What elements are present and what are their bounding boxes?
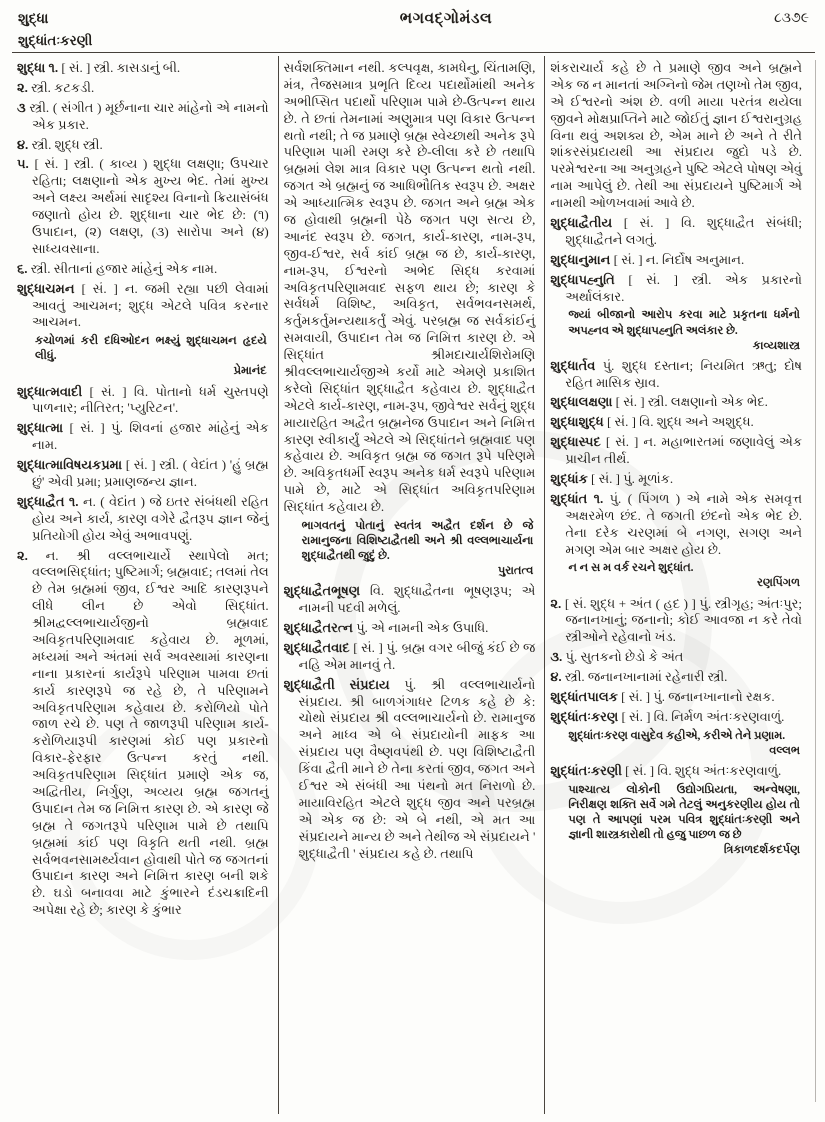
- quote-text: જ્યાં બીજાનો આરોપ કરવા માટે પ્રકૃતના ધર્મનો અપહ્નવ એ શુદ્ધાપહ્નુતિ અલંકાર છે.: [568, 309, 801, 337]
- dictionary-entry: [550, 215, 802, 249]
- entry-body: [ સં. ] વિ. શુદ્ધ અંતઃકરણવાળું.: [625, 762, 782, 778]
- dictionary-entry: [17, 384, 269, 418]
- continuation-paragraph: [550, 60, 802, 212]
- entry-body: સર્વશક્તિમાન નથી. કલ્પવૃક્ષ, કામધેનુ, ચિંતામણિ, મંત્ર, તૈજસમાત્ર પ્રભૃતિ દિવ્ય પદાર્થોમાંથી અનેક અભીપ્સિત પદાર્થો પરિણામ પામે છે-ઉત્પન્ન થાય છે. તે છતાં તેમનામાં અણુમાત્ર પણ વિકાર ઉત્પન્ન થતો નથી; તે જ પ્રમાણે બ્રહ્મ સ્વેચ્છાથી અનેક રૂપે પરિણામ પામી રમણ કરે છે-લીલા કરે છે તથાપિ બ્રહ્મમાં લેશ માત્ર વિકાર પણ ઉત્પન્ન થતો નથી. જગત એ બ્રહ્મનું જ આધિભૌતિક સ્વરૂપ છે. અક્ષર એ આધ્યાત્મિક સ્વરૂપ છે. જગત અને બ્રહ્મ એક જ હોવાથી બ્રહ્મની પેઠે જગત પણ સત્ય છે, આનંદ સ્વરૂપ છે. જગત, કાર્ય-કારણ, નામ-રૂપ, જીવ-ઈશ્વર, સર્વ કાંઈ બ્રહ્મ જ છે, કાર્ય-કારણ, નામ-રૂપ, ઈશ્વરનો અભેદ સિદ્ધ કરવામાં અવિકૃતપરિણામવાદ સફળ થાય છે; કારણ કે સર્વધર્મ વિશિષ્ટ, અવિકૃત, સર્વભવનસમર્થ, કર્તુમકર્તુમન્યથાકર્તું એવું. પરબ્રહ્મ જ સર્વકાંઈનું સમવાયી, ઉપાદાન તેમ જ નિમિત્ત કારણ છે. એ સિદ્ધાંત શ્રીમદાચાર્યશિરોમણિ શ્રીવલ્લભાચાર્યજીએ કર્યો માટે એમણે પ્રકાશિત કરેલો સિદ્ધાંત શુદ્ધાદ્વૈત કહેવાય છે. શુદ્ધાદ્વૈત એટલે કાર્ય-કારણ, નામ-રૂપ, જીવેશ્વર સર્વનું શુદ્ધ માયારહિત અદ્વૈત બ્રહ્મનેજ ઉપાદાન અને નિમિત્ત કારણ સ્વીકાર્યું એટલે એ સિદ્ધાંતને બ્રહ્મવાદ પણ કહેવાય છે. અવિકૃત બ્રહ્મ જ જગત રૂપે પરિણમે છે. અવિકૃતધર્મી સ્વરૂપ અનેક ધર્મ સ્વરૂપે પરિણામ પામે છે, માટે એ સિદ્ધાંત અવિકૃતપરિણામ સિદ્ધાંત કહેવાય છે.: [283, 60, 536, 515]
- quote-attribution: પ્રેમાનંદ: [233, 365, 267, 378]
- entry-body: સ્ત્રી. કટકડી.: [31, 79, 95, 95]
- dictionary-entry: [17, 60, 269, 77]
- header-rule: [12, 52, 815, 53]
- entry-body: [ સં. ] પું. જનાનખાનાનો રક્ષક.: [621, 688, 775, 704]
- dictionary-entry: [550, 252, 802, 269]
- entry-body: સ્ત્રી. ( સંગીત ) મૂર્છનાના ચાર માંહેનો એ નામનો એક પ્રકાર.: [29, 99, 269, 132]
- entry-body: [ સં. ] વિ. શુદ્ધાદ્વૈત સંબંધી; શુદ્ધાદ્વૈતને લગતું.: [565, 215, 803, 247]
- entry-body: સ્ત્રી. શુદ્ધ સ્ત્રી.: [31, 136, 103, 152]
- entry-body: [ સં. ] પું. બ્રહ્મ વગર બીજું કંઈ છે જ નહિ એમ માનવું તે.: [298, 639, 536, 672]
- entry-headword: શુદ્ધાંતપાલક: [550, 688, 622, 704]
- entry-body: [ સં. ] સ્ત્રી. લક્ષણાનો એક ભેદ.: [615, 394, 768, 410]
- dictionary-entry: [17, 281, 269, 332]
- entry-headword: શુદ્ધાશુદ્ધ: [550, 414, 607, 430]
- dictionary-entry: [17, 137, 269, 154]
- entry-headword: ૩.: [550, 649, 566, 665]
- dictionary-entry: [17, 156, 269, 257]
- entry-headword: ૪.: [550, 669, 565, 685]
- entry-body: [ સં. ] વિ. પોતાનો ધર્મ ચુસ્તપણે પાળનાર; નીતિરત; 'પ્યુરિટન'.: [32, 383, 269, 416]
- entry-body: વિ. શુદ્ધાદ્વૈતના ભૂષણરૂપ; એ નામની પદવી મળેલું.: [298, 583, 536, 616]
- entry-body: શંકરાચાર્ય કહે છે તે પ્રમાણે જીવ અને બ્રહ્મને એક જ ન માનતાં અગ્નિનો જેમ તણખો તેમ જીવ, એ ઈશ્વરનો અંશ છે. વળી માયા પરતંત્ર થયેલા જીવને મોક્ષપ્રાપ્તિને માટે જોઈતું જ્ઞાન ઈશ્વરાનુગ્રહ વિના થવું અશક્ય છે, એમ માને છે અને તે રીતે શાંકરસંપ્રદાયથી આ સંપ્રદાય જુદો પડે છે. પરમેશ્વરના આ અનુગ્રહને પુષ્ટિ એટલે પોષણ એવું નામ આપેલું છે. તેથી આ સંપ્રદાયને પુષ્ટિમાર્ગ એ નામથી ઓળખવામાં આવે છે.: [550, 60, 803, 211]
- entry-headword: શુદ્ધાદ્વૈતરત્ન: [283, 620, 357, 636]
- entry-body: [ સં. શુદ્ધ + અંત ( હદ ) ] પું. સ્ત્રીગૃહ; અંતઃપુર; જનાનખાનું; જનાનો; કોઈ આવજા ન કરે તેવો સ્ત્રીઓને રહેવાનો ખંડ.: [564, 595, 803, 645]
- entry-body: પું. એ નામની એક ઉપાધિ.: [356, 620, 489, 636]
- entry-headword: શુદ્ધા ૧.: [17, 60, 62, 75]
- entry-body: [ સં. ] સ્ત્રી. એક પ્રકારનો અર્થાલંકાર.: [565, 271, 803, 304]
- entry-body: સ્ત્રી. જનાનખાનામાં રહેનારી સ્ત્રી.: [564, 669, 728, 685]
- dictionary-entry: [17, 100, 269, 134]
- dictionary-entry: [17, 548, 269, 920]
- dictionary-entry: [550, 689, 802, 706]
- quote-attribution: કાવ્યશાસ્ત્ર: [752, 339, 801, 352]
- running-head-last-word: શુદ્ધાંતઃકરણી: [18, 32, 93, 48]
- entry-headword: શુદ્ધાચમન: [17, 280, 82, 296]
- continuation-paragraph: [284, 60, 536, 516]
- book-title: ભગવદ્ગોમંડલ: [399, 10, 493, 27]
- quote-attribution: પુરાતત્વ: [497, 565, 534, 578]
- entry-headword: ૫.: [17, 156, 35, 172]
- entry-body: [ સં. ] વિ. શુદ્ધ અને અશુદ્ધ.: [606, 414, 754, 430]
- entry-headword: શુદ્ધાત્મવાદી: [17, 383, 90, 399]
- entry-body: [ સં. ] ન. મહાભારતમાં જણાવેલું એક પ્રાચીન તીર્થ.: [565, 434, 803, 467]
- quote-text: ભાગવતનું પોતાનું સ્વતંત્ર અદ્વૈત દર્શન છે જે રામાનુજના વિશિષ્ટાદ્વૈતથી અને શ્રી વલ્લભાચાર્યના શુદ્ધાદ્વૈતથી જુદું છે.: [301, 520, 534, 563]
- quote-text: ન ન સ મ વર્ક રચને શુદ્ધાંત.: [568, 562, 694, 575]
- entry-headword: શુદ્ધાલક્ષણા: [550, 394, 616, 410]
- entry-headword: ૨.: [17, 547, 46, 563]
- entry-headword: શુદ્ધાનુમાન: [550, 251, 614, 267]
- entry-headword: શુદ્ધાંત ૧.: [550, 490, 610, 506]
- entry-headword: શુદ્ધાત્માવિષયકપ્રમા: [17, 457, 126, 473]
- citation-quote: [568, 308, 800, 353]
- entry-body: [ સં. ] વિ. નિર્મળ અંતઃકરણવાળું.: [621, 708, 785, 724]
- entry-body: [ સં. ] ન. જમી રહ્યા પછી લેવામાં આવતું આચમન; શુદ્ધ એટલે પવિત્ર કરનાર આચમન.: [32, 280, 269, 330]
- entry-headword: શુદ્ધાદ્વૈત ૧.: [17, 493, 83, 509]
- page-edge-line: [815, 60, 816, 1102]
- column-1: [12, 56, 278, 1114]
- entry-body: [ સં. ] સ્ત્રી. ( કાવ્ય ) શુદ્ધા લક્ષણા; ઉપચાર રહિતા; લક્ષણાનો એક મુખ્ય ભેદ. તેમાં મુખ્ય અને લક્ષ્ય અર્થમાં સાદૃશ્ય વિનાનો ક્રિયાસંબંધ જણાતો હોય છે. શુદ્ધાના ચાર ભેદ છે: (૧) ઉપાદાન, (૨) લક્ષણ, (૩) સારોપા અને (૪) સાધ્યવસાના.: [32, 156, 269, 256]
- dictionary-entry: [17, 420, 269, 454]
- entry-headword: શુદ્ધાંતઃકરણી: [550, 762, 626, 778]
- entry-body: [ સં. ] પું. મૂળાંક.: [591, 470, 674, 486]
- entry-headword: શુદ્ધાસ્પદ: [550, 434, 606, 450]
- dictionary-entry: [550, 763, 802, 780]
- dictionary-entry: [550, 272, 802, 306]
- dictionary-entry: [550, 709, 802, 726]
- entry-body: ન. ( વેદાંત ) જે ઇતર સંબંધથી રહિત હોય અને કાર્ય, કારણ વગેરે દ્વૈતરૂપ જ્ઞાન જેનું પ્રતિયોગી હોય એવું અભાવપણું.: [32, 493, 269, 543]
- entry-headword: શુદ્ધાર્તવ: [550, 357, 603, 373]
- dictionary-entry: [17, 457, 269, 491]
- dictionary-entry: [550, 394, 802, 411]
- dictionary-entry: [284, 620, 536, 637]
- entry-headword: ૨.: [17, 79, 32, 95]
- dictionary-entry: [550, 491, 802, 559]
- text-columns: [12, 56, 811, 1114]
- entry-headword: શુદ્ધાપહ્નુતિ: [550, 271, 629, 287]
- page-header: [0, 0, 825, 52]
- quote-attribution: વલ્લભ: [769, 744, 801, 757]
- entry-body: પું. ( પિંગળ ) એ નામે એક સમવૃત્ત અક્ષરમેળ છંદ. તે જગતી છંદનો એક ભેદ છે. તેના દરેક ચરણમાં બે નગણ, સગણ અને મગણ એમ બાર અક્ષર હોય છે.: [565, 490, 803, 557]
- entry-headword: ૨.: [550, 595, 565, 611]
- quote-attribution: રણપિંગળ: [757, 577, 801, 590]
- entry-headword: ૬.: [17, 260, 31, 276]
- entry-headword: શુદ્ધાદ્વૈતીય: [550, 215, 624, 231]
- dictionary-entry: [17, 494, 269, 545]
- citation-quote: [568, 561, 800, 591]
- entry-body: [ સં. ] સ્ત્રી. કાસડાનું બી.: [61, 60, 181, 75]
- citation-quote: [568, 783, 800, 858]
- quote-text: કચોળમાં કરી દધિઓદન ભક્ષ્યું શુદ્ધાચમન હૃદયે લીધું.: [35, 335, 267, 363]
- dictionary-entry: [284, 677, 536, 863]
- citation-quote: [568, 729, 800, 759]
- dictionary-entry: [550, 471, 802, 488]
- entry-body: [ સં. ] ન. નિર્દોષ અનુમાન.: [613, 251, 745, 267]
- entry-headword: શુદ્ધાંતઃકરણ: [550, 708, 622, 724]
- entry-headword: શુદ્ધાત્મા: [17, 420, 70, 436]
- dictionary-entry: [550, 414, 802, 431]
- entry-headword: શુદ્ધાંક: [550, 470, 592, 486]
- dictionary-entry: [550, 358, 802, 392]
- entry-body: [ સં. ] સ્ત્રી. ( વેદાંત ) 'હું બ્રહ્મ છું' એવી પ્રમા; પ્રમાણજન્ય જ્ઞાન.: [32, 457, 269, 489]
- citation-quote: [302, 519, 534, 579]
- dictionary-entry: [550, 669, 802, 686]
- entry-body: પું. સુતકનો છેડો કે અંત: [565, 649, 684, 665]
- running-head: [18, 9, 233, 52]
- page-number: ૮૩૭૯: [773, 11, 809, 26]
- dictionary-entry: [17, 261, 269, 278]
- quote-text: પાશ્ચાત્ય લોકોની ઉદ્યોગપ્રિયતા, અન્વેષણા, નિરીક્ષણ શક્તિ સર્વે ગમે તેટલું અનુકરણીય હોય તો પણ તે આપણાં પરમ પવિત્ર શુદ્ધાંતઃકરણી અને જ્ઞાની શાસ્ત્રકારોથી તો હજુ પાછળ જ છે: [568, 783, 801, 841]
- column-3: [544, 56, 811, 1114]
- dictionary-entry: [550, 434, 802, 468]
- dictionary-entry: [284, 640, 536, 674]
- entry-headword: ૪.: [17, 136, 32, 152]
- dictionary-entry: [550, 596, 802, 647]
- entry-body: ન. શ્રી વલ્લભાચાર્યે સ્થાપેલો મત; વલ્લભસિદ્ધાંત; પુષ્ટિમાર્ગ; બ્રહ્મવાદ; તલમાં તેલ છે તેમ બ્રહ્મમાં જીવ, ઈશ્વર આદિ કારણરૂપને લીધે લીન છે એવો સિદ્ધાંત. શ્રીમદ્વલ્લભાચાર્યજીનો બ્રહ્મવાદ અવિકૃતપરિણામવાદ કહેવાય છે. મૂળમાં, મધ્યમાં અને અંતમાં સર્વ અવસ્થામાં કારણના નાના પ્રકારનાં કાર્યરૂપે પરિણામ પામવા છતાં કાર્ય કારણરૂપે જ રહે છે, તે પરિણામને અવિકૃતપરિણામ કહેવાય છે. કરોળિયો પોતે જાળ રચે છે. પણ તે જાળરૂપી પરિણામ કાર્ય-કરોળિયારૂપી કારણમાં કોઈ પણ પ્રકારનો વિકાર-ફેરફાર ઉત્પન્ન કરતું નથી. અવિકૃતપરિણામ સિદ્ધાંત પ્રમાણે એક જ, અદ્વિતીય, નિર્ગુણ, અવ્યય બ્રહ્મ જગતનું ઉપાદાન તેમ જ નિમિત્ત કારણ છે. એ કારણ જે બ્રહ્મ તે જગતરૂપે પરિણામ પામે છે તથાપિ બ્રહ્મમાં કાંઈ પણ વિકૃતિ થતી નથી. બ્રહ્મ સર્વભવનસામર્થ્યવાન હોવાથી પોતે જ જગતનાં ઉપાદાન કારણ અને નિમિત્ત કારણ બની શકે છે. ઘડો બનાવવા માટે કુંભારને દંડચક્રાદિની અપેક્ષા રહે છે; કારણ કે કુંભાર: [32, 547, 269, 918]
- entry-headword: ૩: [17, 99, 30, 115]
- column-2: [278, 56, 545, 1114]
- entry-body: [ સં. ] પું. શિવનાં હજાર માંહેનું એક નામ.: [32, 420, 269, 453]
- entry-body: સ્ત્રી. સીતાનાં હજાર માંહેનું એક નામ.: [30, 260, 218, 276]
- citation-quote: [35, 334, 267, 379]
- entry-headword: શુદ્ધાદ્વૈતભૂષણ: [283, 583, 370, 599]
- entry-headword: શુદ્ધાદ્વૈતી સંપ્રદાય: [283, 676, 405, 692]
- quote-text: શુદ્ધાંતઃકરણ વાસુદેવ કહીએ, કરીએ તેને પ્રણામ.: [568, 729, 786, 742]
- running-head-first-word: શુદ્ધા: [18, 12, 49, 27]
- quote-attribution: ત્રિકાળદર્શકદર્પણ: [723, 843, 801, 856]
- entry-body: પું. શ્રી વલ્લભાચાર્યનો સંપ્રદાય. શ્રી બાળગંગાધર ટિળક કહે છે કે: ચોથો સંપ્રદાય શ્રી વલ્લભાચાર્યનો છે. રામાનુજ અને માધ્વ એ બે સંપ્રદાયોની માફક આ સંપ્રદાય પણ વૈષ્ણવપંથી છે. પણ વિશિષ્ટાદ્વૈતી કિંવા દ્વૈતી માને છે તેના કરતાં જીવ, જગત અને ઈશ્વર એ સંબંધી આ પંથનો મત નિરાળો છે. માયાવિરહિત એટલે શુદ્ધ જીવ અને પરબ્રહ્મ એ એક જ છે: એ બે નથી, એ મત આ સંપ્રદાયને માન્ય છે અને તેથીજ એ સંપ્રદાયને ' શુદ્ધાદ્વૈતી ' સંપ્રદાય કહે છે. તથાપિ: [298, 676, 536, 861]
- entry-headword: શુદ્ધાદ્વૈતવાદ: [283, 639, 354, 655]
- entry-body: પું. શુદ્ધ દસ્તાન; નિયમિત ઋતુ; દોષ રહિત માસિક સ્રાવ.: [565, 357, 803, 390]
- dictionary-entry: [550, 649, 802, 666]
- dictionary-entry: [284, 583, 536, 617]
- dictionary-entry: [17, 80, 269, 97]
